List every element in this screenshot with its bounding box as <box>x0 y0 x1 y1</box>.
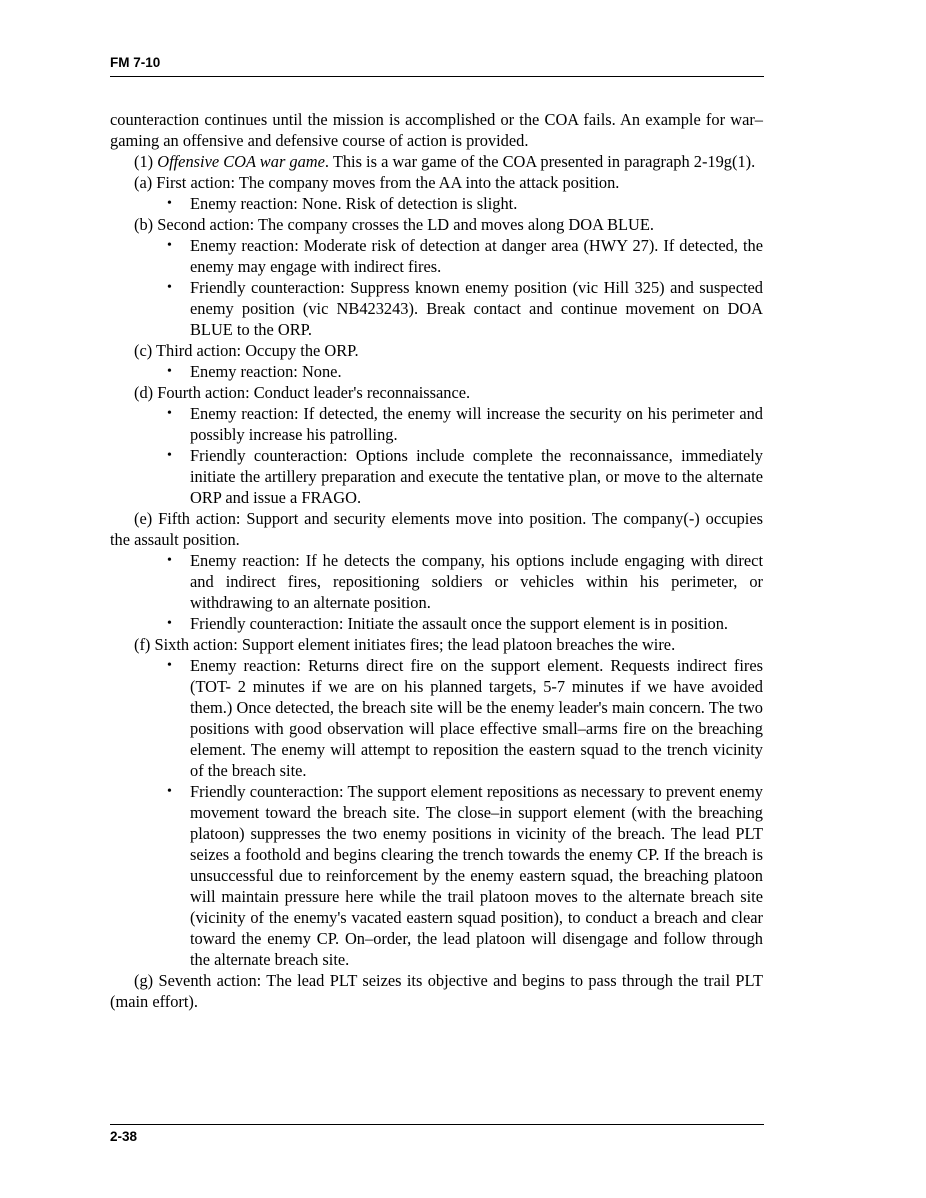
bullet-icon: • <box>167 658 172 673</box>
bullet-text: Enemy reaction: None. <box>190 362 342 381</box>
bullet-item <box>110 445 763 508</box>
bullet-list <box>110 235 763 340</box>
bullet-item <box>110 193 763 214</box>
bullet-icon: • <box>167 553 172 568</box>
intro-paragraph: counteraction continues until the mission is accomplished or the COA fails. An example for war–gaming an offensive and defensive course of action is provided. <box>110 110 763 150</box>
bullet-icon: • <box>167 784 172 799</box>
bullet-icon: • <box>167 280 172 295</box>
action-item: (d) Fourth action: Conduct leader's reconnaissance. <box>134 383 471 402</box>
action-item: (f) Sixth action: Support element initiates fires; the lead platoon breaches the wire. <box>134 635 676 654</box>
bullet-list <box>110 550 763 634</box>
bullet-item <box>110 655 763 781</box>
bullet-text: Enemy reaction: If detected, the enemy will increase the security on his perimeter and possibly increase his patrolling. <box>190 404 763 444</box>
bullet-list <box>110 193 763 214</box>
paragraph-label: (1) <box>134 152 154 171</box>
bullet-item <box>110 781 763 970</box>
action-item: (a) First action: The company moves from the AA into the attack position. <box>134 173 620 192</box>
actions-list <box>110 172 763 1012</box>
bullet-list <box>110 655 763 970</box>
bullet-icon: • <box>167 406 172 421</box>
bullet-item <box>110 277 763 340</box>
body-text <box>110 109 763 1012</box>
paragraph-title: Offensive COA war game <box>157 152 325 171</box>
bullet-text: Enemy reaction: None. Risk of detection is slight. <box>190 194 518 213</box>
bullet-list <box>110 361 763 382</box>
action-item: (c) Third action: Occupy the ORP. <box>134 341 359 360</box>
bullet-icon: • <box>167 616 172 631</box>
action-item: (g) Seventh action: The lead PLT seizes its objective and begins to pass through the trail PLT (main effort). <box>110 971 763 1011</box>
bullet-icon: • <box>167 238 172 253</box>
bullet-icon: • <box>167 196 172 211</box>
running-header: FM 7-10 <box>110 55 161 70</box>
bullet-item <box>110 613 763 634</box>
page-number: 2-38 <box>110 1129 138 1144</box>
bullet-item <box>110 550 763 613</box>
bullet-list <box>110 403 763 508</box>
bullet-text: Enemy reaction: If he detects the company, his options include engaging with direct and indirect fires, repositioning soldiers or vehicles within his perimeter, or withdrawing to an alternate position. <box>190 551 763 612</box>
header-rule <box>110 76 764 77</box>
bullet-text: Friendly counteraction: The support element repositions as necessary to prevent enemy movement toward the breach site. The close–in support element (with the breaching platoon) suppresses the two enemy positions in vicinity of the breach. The lead PLT seizes a foothold and begins clearing the trench towards the enemy CP. If the breach is unsuccessful due to reinforcement by the enemy eastern squad, the breaching platoon will maintain pressure here while the trail platoon moves to the alternate breach site (vicinity of the enemy's vacated eastern squad position), to conduct a breach and clear toward the enemy CP. On–order, the lead platoon will disengage and follow through the alternate breach site. <box>190 782 763 969</box>
bullet-icon: • <box>167 364 172 379</box>
paragraph-1 <box>110 151 763 172</box>
bullet-text: Friendly counteraction: Options include complete the reconnaissance, immediately initiate the artillery preparation and execute the tentative plan, or move to the alternate ORP and issue a FRAGO. <box>190 446 763 507</box>
bullet-item <box>110 403 763 445</box>
action-item: (e) Fifth action: Support and security elements move into position. The company(-) occupies the assault position. <box>110 509 763 549</box>
action-item: (b) Second action: The company crosses the LD and moves along DOA BLUE. <box>134 215 654 234</box>
bullet-text: Enemy reaction: Moderate risk of detection at danger area (HWY 27). If detected, the enemy may engage with indirect fires. <box>190 236 763 276</box>
bullet-text: Friendly counteraction: Suppress known enemy position (vic Hill 325) and suspected enemy position (vic NB423243). Break contact and continue movement on DOA BLUE to the ORP. <box>190 278 763 339</box>
bullet-item <box>110 235 763 277</box>
bullet-icon: • <box>167 448 172 463</box>
bullet-text: Friendly counteraction: Initiate the assault once the support element is in position. <box>190 614 729 633</box>
bullet-item <box>110 361 763 382</box>
bullet-text: Enemy reaction: Returns direct fire on the support element. Requests indirect fires (TOT- 2 minutes if we are on his planned targets, 5-7 minutes if we have avoided them.) Once detected, the breach site will be the enemy leader's main concern. The two positions with good observation will place effective small–arms fire on the breaching element. The enemy will attempt to reposition the eastern squad to the trench vicinity of the breach site. <box>190 656 763 780</box>
footer-rule <box>110 1124 764 1125</box>
paragraph-text: . This is a war game of the COA presented in paragraph 2-19g(1). <box>324 152 756 171</box>
